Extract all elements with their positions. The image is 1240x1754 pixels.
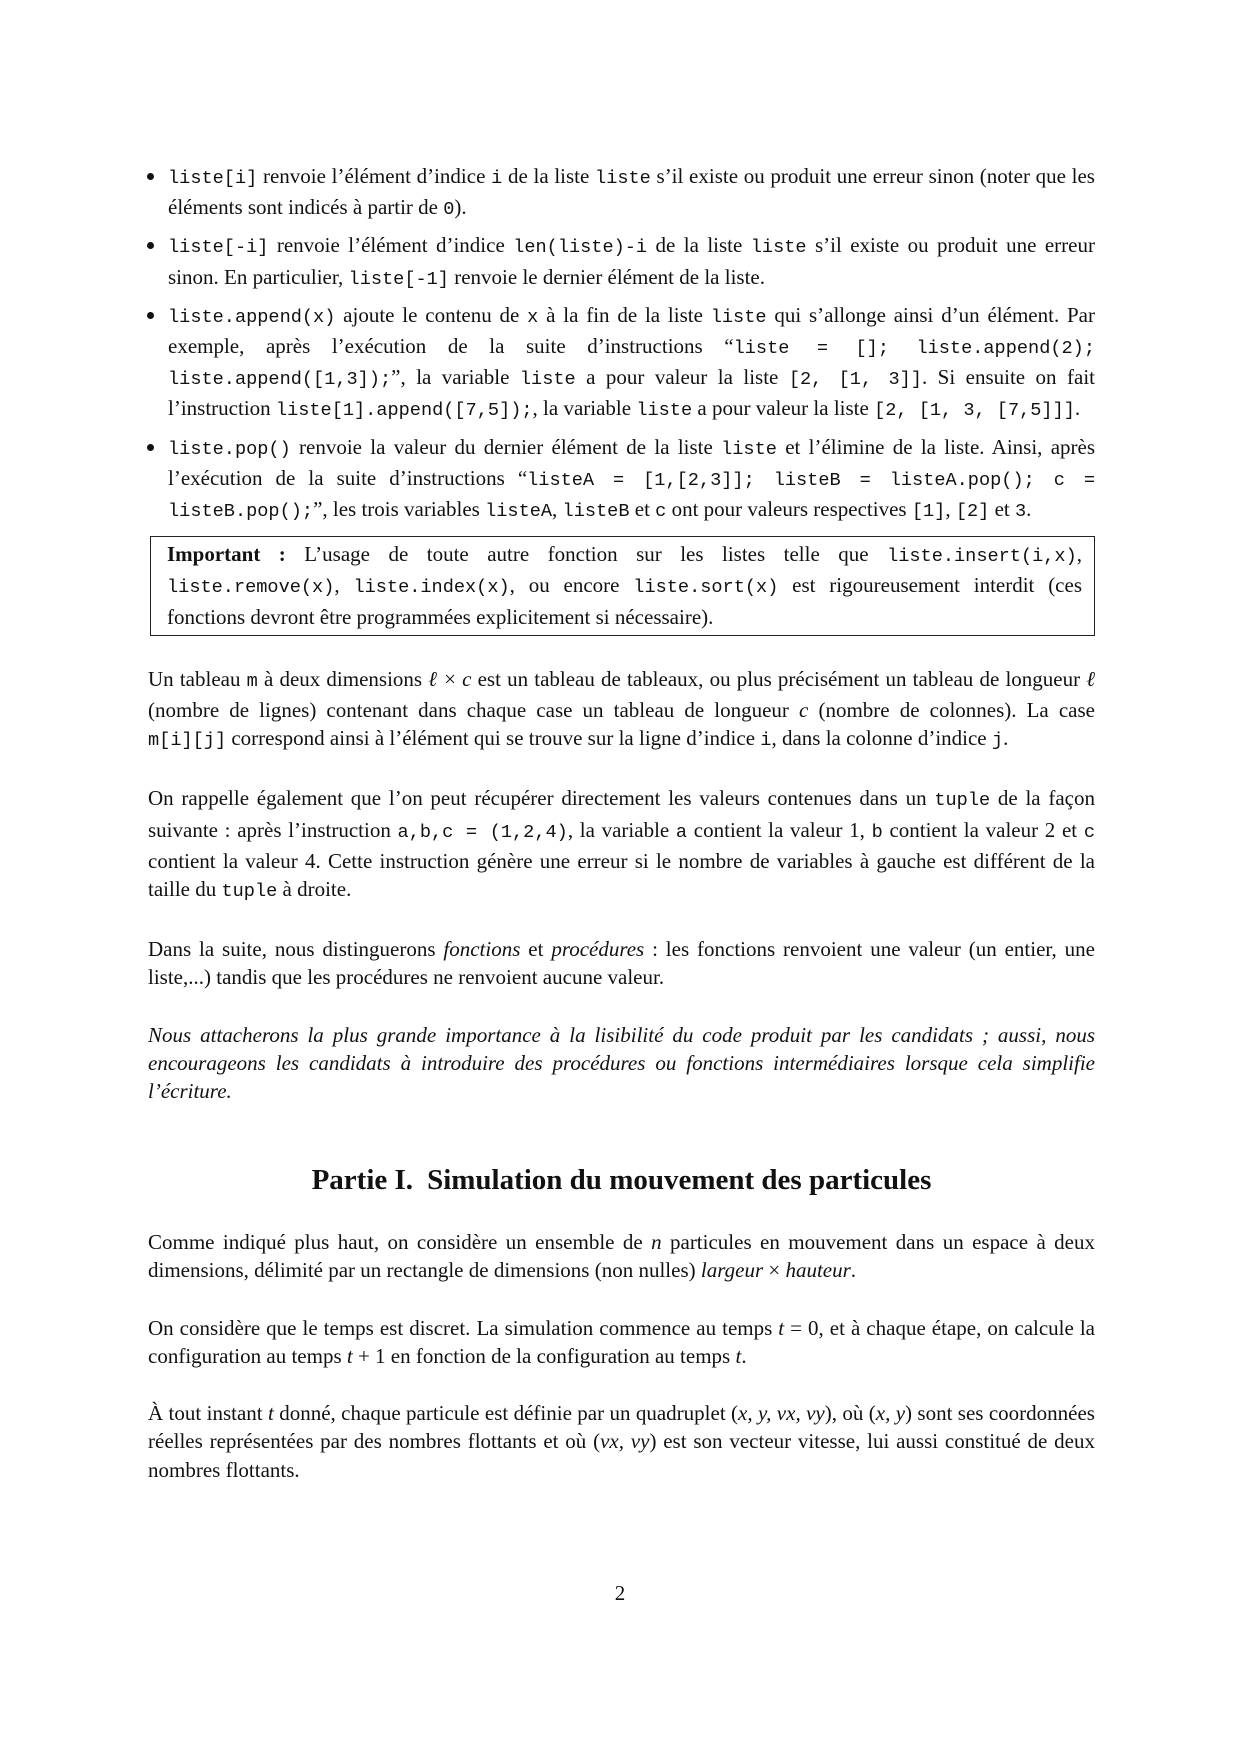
text-span: = 0, et à chaque étape, on calcule la configuration au temps (148, 1315, 1095, 1368)
code-span: j (991, 730, 1004, 752)
text-span: ) est son vecteur vitesse, lui aussi constitué de deux nombres flottants. (148, 1429, 1095, 1482)
text-span: À tout instant (148, 1401, 268, 1426)
code-span: liste.sort(x) (633, 577, 779, 599)
text-span: renvoie l’élément d’indice (257, 164, 492, 188)
code-span: liste (750, 237, 807, 259)
code-span: b (871, 821, 883, 843)
text-span: ”, la variable (391, 365, 520, 390)
text-span: , (945, 497, 956, 522)
list-item-append (148, 301, 1095, 426)
paragraph-note-lisibilite: Nous attacherons la plus grande importance à la lisibilité du code produit par les candidats ; aussi, nous encourageons les candidats à introduire des procédures ou fonctions intermédiaires lorsque cela simplifie l’écriture. (148, 1022, 1095, 1104)
code-span: x (527, 306, 539, 328)
code-span: listeA = [1,[2,3]]; listeB = listeA.pop(); c = listeB.pop(); (168, 469, 1095, 523)
code-span: liste (595, 168, 651, 189)
text-span: . Si ensuite on fait l’instruction (168, 365, 1095, 421)
code-span: liste (721, 438, 777, 460)
list-item-negative-index (148, 231, 1095, 293)
code-span: tuple (934, 790, 991, 812)
paragraph-temps (148, 1314, 1095, 1370)
code-span: listeB (562, 501, 630, 523)
code-span: i (760, 730, 772, 752)
bullet-icon (147, 312, 154, 319)
math-span: n (651, 1230, 662, 1255)
math-span: t (346, 1343, 353, 1368)
code-span: liste[1].append([7,5]); (275, 400, 533, 422)
code-span: [2, [1, 3]] (788, 369, 922, 391)
math-span: hauteur (785, 1258, 851, 1283)
text-span: (nombre de colonnes). La case (808, 698, 1095, 723)
emphasis-span: procédures (551, 937, 645, 962)
section-number: Partie I. (311, 1164, 414, 1197)
text-span: , ou encore (509, 573, 634, 598)
text-span: à deux dimensions (257, 666, 429, 691)
text-span: ont pour valeurs respectives (666, 497, 912, 522)
text-span: contient la valeur 4. Cette instruction génère une erreur si le nombre de variables à gauche est différent de la taille du (148, 848, 1095, 902)
important-notice-box (150, 536, 1095, 636)
code-span: liste.index(x) (353, 577, 510, 599)
math-span: ℓ (1086, 666, 1096, 691)
important-label: Important : (167, 542, 286, 567)
code-span: a,b,c = (1,2,4) (397, 821, 568, 843)
code-span: liste = []; liste.append(2); liste.append([1,3]); (168, 338, 1095, 391)
text-span: . (1074, 396, 1081, 421)
paragraph-tuple (148, 784, 1095, 906)
text-span: , (334, 573, 354, 598)
text-span: Comme indiqué plus haut, on considère un ensemble de (148, 1230, 652, 1255)
text-span: (nombre de lignes) contenant dans chaque case un tableau de longueur (148, 698, 800, 723)
text-span: et (629, 497, 656, 522)
text-span: est rigoureusement interdit (ces fonctions devront être programmées explicitement si nécessaire). (167, 573, 1082, 629)
text-span: ). (454, 195, 467, 220)
list-item-index (148, 162, 1095, 224)
text-span: et l’élimine de la liste. Ainsi, après l’exécution de la suite d’instructions “ (168, 434, 1095, 490)
bullet-icon (147, 444, 154, 451)
text-span: , (1076, 542, 1082, 567)
math-span: t (778, 1315, 785, 1340)
section-title: Simulation du mouvement des particules (427, 1164, 932, 1197)
code-span: [2] (955, 501, 990, 523)
code-span: m (246, 670, 258, 692)
bullet-icon (147, 242, 154, 249)
code-span: a (675, 821, 688, 843)
code-span: 3 (1014, 501, 1027, 523)
text-span: On rappelle également que l’on peut récupérer directement les valeurs contenues dans un (148, 786, 935, 811)
math-span: largeur (700, 1258, 764, 1283)
text-span: s’il existe ou produit une erreur sinon. En particulier, (168, 233, 1095, 289)
text-span: de la liste (647, 233, 751, 258)
math-span: vx, vy (600, 1429, 650, 1454)
text-span: qui s’allonge ainsi d’un élément. Par exemple, après l’exécution de la suite d’instructions “ (168, 302, 1095, 359)
math-span: x, y, vx, vy (738, 1401, 825, 1426)
code-span: tuple (221, 881, 278, 903)
code-span: liste[-1] (348, 268, 449, 290)
text-span: , (552, 497, 563, 522)
text-span: à la fin de la liste (538, 302, 711, 327)
paragraph-tableau (148, 665, 1095, 756)
text-span: correspond ainsi à l’élément qui se trouve sur la ligne d’indice (226, 726, 761, 751)
paragraph-quadruplet (148, 1399, 1095, 1484)
math-span: x, y (875, 1401, 906, 1426)
math-span: t (268, 1401, 274, 1426)
code-span: c (1083, 821, 1095, 843)
text-span: ) sont ses coordonnées réelles représentées par des nombres flottants et où ( (148, 1401, 1095, 1454)
bullet-icon (147, 173, 154, 180)
text-span: contient la valeur 1, (687, 817, 872, 842)
text-span: et (989, 497, 1015, 522)
paragraph-fonctions (148, 935, 1095, 991)
text-span: × (437, 666, 463, 691)
code-span: i (491, 168, 503, 189)
list-item-pop (148, 433, 1095, 527)
code-span: liste.pop() (168, 438, 291, 460)
code-span: liste[i] (168, 168, 258, 189)
text-span: de la façon suivante : après l’instruction (148, 786, 1095, 842)
text-span: et (520, 937, 552, 962)
text-span: a pour valeur la liste (692, 396, 875, 421)
text-span: est un tableau de tableaux, ou plus précisément un tableau de longueur (471, 666, 1087, 691)
code-span: liste.remove(x) (167, 577, 335, 599)
text-span: On considère que le temps est discret. La simulation commence au temps (148, 1315, 779, 1340)
code-span: listeA (485, 501, 553, 523)
text-span: , la variable (532, 396, 637, 421)
code-span: liste (636, 400, 693, 422)
text-span: donné, chaque particule est définie par un quadruplet ( (273, 1401, 739, 1426)
text-span: . (1026, 497, 1032, 522)
emphasis-span: fonctions (443, 937, 521, 962)
text-span: . (741, 1343, 747, 1368)
code-span: liste.append(x) (168, 306, 336, 328)
text-span: : les fonctions renvoient une valeur (un entier, une liste,...) tandis que les procédures ne renvoient aucune valeur. (148, 937, 1095, 990)
text-span: de la liste (502, 164, 596, 188)
code-span: liste[-i] (168, 237, 269, 259)
math-span: c (462, 666, 472, 691)
text-span: à droite. (277, 877, 352, 902)
code-span: liste (519, 369, 576, 391)
code-span: [2, [1, 3, [7,5]]] (874, 400, 1075, 422)
text-span: L’usage de toute autre fonction sur les listes telle que (285, 542, 888, 567)
text-span: a pour valeur la liste (575, 365, 789, 390)
text-span: ), où ( (824, 1401, 876, 1426)
text-span: , la variable (567, 817, 676, 842)
text-span: s’il existe ou produit une erreur sinon (noter que les éléments sont indicés à partir de (168, 164, 1095, 220)
text-span: , dans la colonne d’indice (771, 726, 992, 751)
text-span: ”, les trois variables (313, 497, 486, 522)
text-span: renvoie la valeur du dernier élément de la liste (290, 434, 722, 459)
paragraph-particules (148, 1228, 1095, 1284)
text-span: contient la valeur 2 et (882, 817, 1084, 842)
code-span: [1] (911, 501, 946, 523)
code-span: len(liste)-i (513, 237, 648, 259)
code-span: liste.insert(i,x) (887, 546, 1077, 568)
code-span: c (655, 501, 667, 523)
text-span: . (1003, 726, 1009, 751)
text-span: renvoie l’élément d’indice (268, 233, 514, 258)
section-heading (148, 1163, 1095, 1197)
math-span: t (735, 1343, 742, 1368)
text-span: Dans la suite, nous distinguerons (148, 937, 444, 962)
code-span: liste (710, 306, 767, 328)
code-span: m[i][j] (148, 730, 227, 752)
text-span: . (850, 1258, 857, 1283)
text-span: ajoute le contenu de (335, 302, 528, 327)
page-number: 2 (614, 1581, 626, 1605)
text-span: × (763, 1258, 786, 1283)
math-span: ℓ (428, 666, 438, 691)
page-content (148, 162, 1095, 1484)
text-span: particules en mouvement dans un espace à deux dimensions, délimité par un rectangle de dimensions (non nulles) (148, 1230, 1095, 1283)
text-span: + 1 en fonction de la configuration au temps (352, 1343, 736, 1368)
list-operations (148, 162, 1095, 526)
text-span: Un tableau (148, 666, 247, 691)
text-span: renvoie le dernier élément de la liste. (448, 264, 765, 289)
code-span: 0 (443, 199, 455, 221)
math-span: c (799, 698, 809, 723)
